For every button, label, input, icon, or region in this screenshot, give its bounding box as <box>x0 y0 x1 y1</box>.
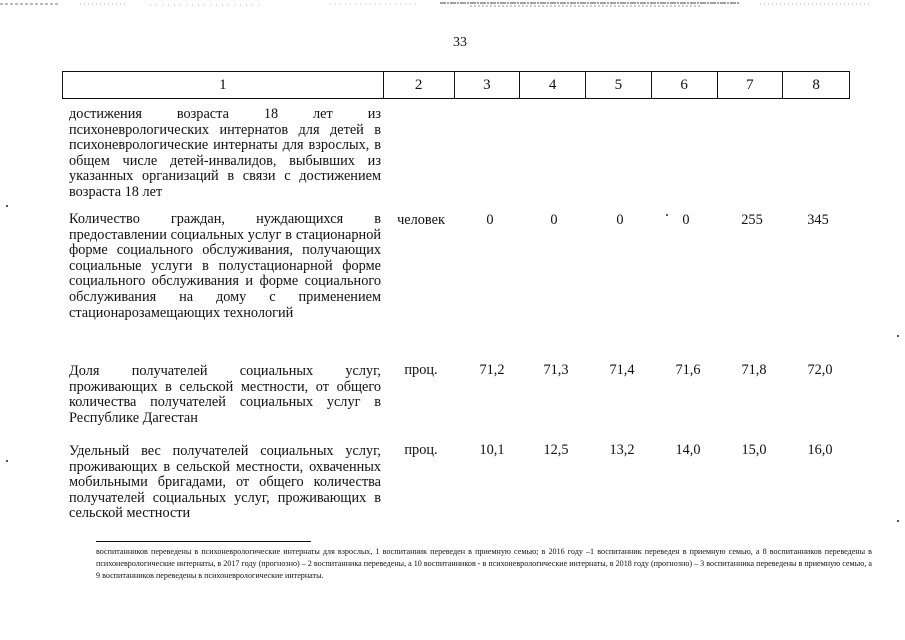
table-cell-value: 345 <box>807 212 829 228</box>
scan-speck <box>6 205 8 207</box>
table-cell-value: 0 <box>550 212 558 228</box>
header-col-3: 3 <box>454 72 520 98</box>
scan-speck <box>897 520 899 522</box>
table-cell-unit: человек <box>397 212 445 228</box>
table-cell-value: 255 <box>741 212 763 228</box>
table-row-text: Количество граждан, нуждающихся в предоставлении социальных услуг в стационарной форме социального обслуживания, получающих социальные услуги в полустационарной форме социального обслуживания и форме социального обслуживания на дому с применением стационарозамещающих технологий <box>69 211 381 321</box>
scan-speck <box>897 335 899 337</box>
scan-artifact-top <box>0 0 905 12</box>
table-cell-value: 71,3 <box>543 362 569 378</box>
table-row-text: Доля получателей социальных услуг, проживающих в сельской местности, от общего количества получателей социальных услуг в Республике Дагестан <box>69 363 381 426</box>
page-number: 33 <box>453 35 467 50</box>
table-header-row <box>62 71 850 99</box>
table-cell-unit: проц. <box>404 362 438 378</box>
table-cell-unit: проц. <box>404 442 438 458</box>
header-col-4: 4 <box>519 72 585 98</box>
header-col-2: 2 <box>383 72 454 98</box>
table-cell-value: 71,6 <box>675 362 701 378</box>
table-cell-value: 12,5 <box>543 442 569 458</box>
table-cell-value: 0 <box>486 212 494 228</box>
table-cell-value: 71,4 <box>609 362 635 378</box>
header-col-5: 5 <box>585 72 651 98</box>
scan-speck <box>6 460 8 462</box>
table-cell-value: 0 <box>616 212 624 228</box>
table-row-text: достижения возраста 18 лет из психоневрологических интернатов для детей в психоневрологические интернаты для взрослых, в общем числе детей-инвалидов, выбывших из указанных организаций в связи с достижением возраста 18 лет <box>69 106 381 200</box>
header-col-6: 6 <box>651 72 717 98</box>
table-cell-value: 16,0 <box>807 442 833 458</box>
table-cell-value: 71,2 <box>479 362 505 378</box>
header-col-8: 8 <box>782 72 849 98</box>
footnote-separator <box>96 541 311 542</box>
footnote-text: воспитанников переведены в психоневрологические интернаты для взрослых, 1 воспитанник переведен в приемную семью; в 2016 году –1 воспитанник переведен в приемную семью, а 8 воспитанников переведены в психоневрологические интернаты, в 2017 году (прогнозно) – 2 воспитанника переведены, а 10 воспитанников - в психоневрологические интернаты, в 2018 году (прогнозно) – 3 воспитанника переведены в приемную семью, а 9 воспитанников переведены в психоневрологические интернаты. <box>96 547 872 580</box>
header-col-1: 1 <box>219 77 227 93</box>
table-cell-value: 13,2 <box>609 442 635 458</box>
table-row-text: Удельный вес получателей социальных услуг, проживающих в сельской местности, охваченных мобильными бригадами, от общего количества получателей социальных услуг, проживающих в сельской местности <box>69 443 381 522</box>
scan-speck <box>666 214 668 216</box>
table-cell-value: 72,0 <box>807 362 833 378</box>
table-cell-value: 0 <box>682 212 690 228</box>
table-cell-value: 10,1 <box>479 442 505 458</box>
header-col-7: 7 <box>717 72 783 98</box>
table-cell-value: 15,0 <box>741 442 767 458</box>
table-cell-value: 14,0 <box>675 442 701 458</box>
table-cell-value: 71,8 <box>741 362 767 378</box>
